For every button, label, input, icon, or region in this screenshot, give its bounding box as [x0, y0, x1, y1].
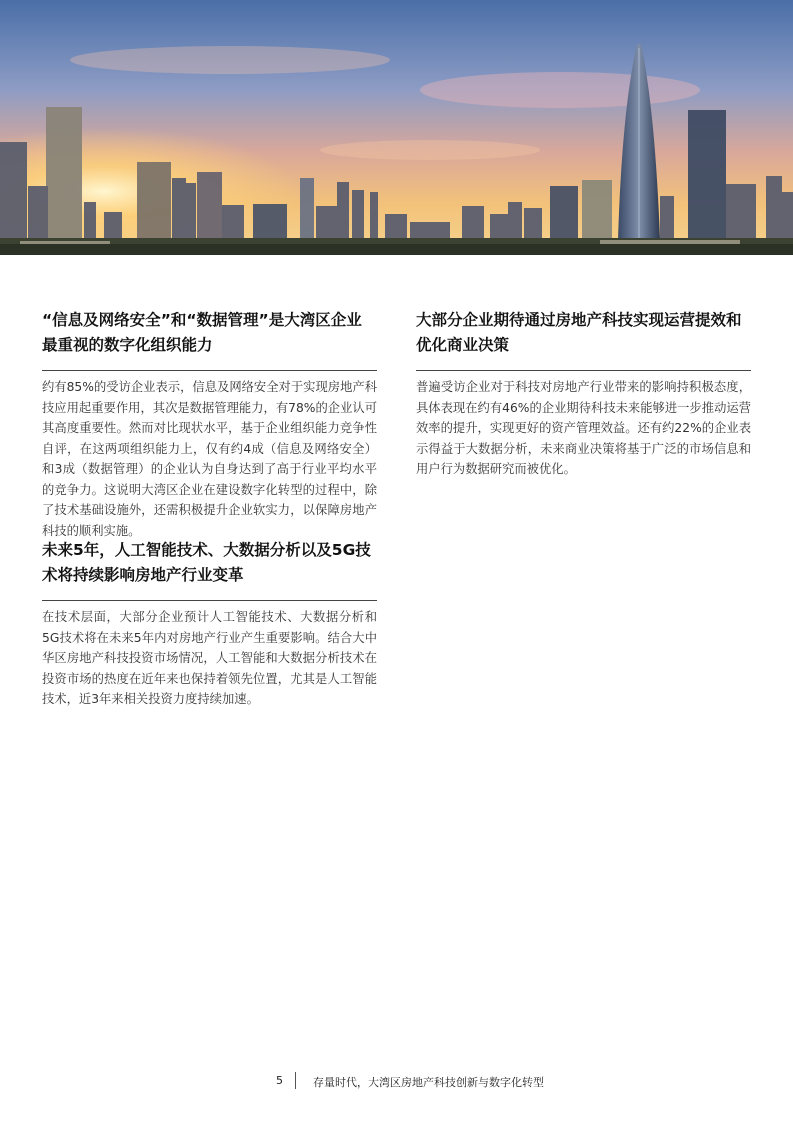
section-divider	[42, 370, 377, 371]
section-network-security-data-management	[42, 308, 377, 541]
hero-city-skyline-image	[0, 0, 793, 255]
page-number: 5	[276, 1074, 283, 1087]
page-footer	[0, 1072, 793, 1092]
section-body: 在技术层面，大部分企业预计人工智能技术、大数据分析和5G技术将在未来5年内对房地产行业产生重要影响。结合大中华区房地产科技投资市场情况，人工智能和大数据分析技术在投资市场的热度在近年来也保持着领先位置，尤其是人工智能技术，近3年来相关投资力度持续加速。	[42, 610, 377, 706]
footer-separator	[295, 1072, 296, 1089]
footer-title: 存量时代，大湾区房地产科技创新与数字化转型	[313, 1076, 544, 1089]
section-divider	[416, 370, 751, 371]
section-body: 约有85%的受访企业表示，信息及网络安全对于实现房地产科技应用起重要作用，其次是数据管理能力，有78%的企业认可其高度重要性。然而对比现状水平，基于企业组织能力竞争性自评，在这两项组织能力上，仅有约4成（信息及网络安全）和3成（数据管理）的企业认为自身达到了高于行业平均水平的竞争力。这说明大湾区企业在建设数字化转型的过程中，除了技术基础设施外，还需积极提升企业软实力，以保障房地产科技的顺利实施。	[42, 380, 377, 538]
section-heading: 大部分企业期待通过房地产科技实现运营提效和优化商业决策	[416, 311, 742, 354]
section-body: 普遍受访企业对于科技对房地产行业带来的影响持积极态度，具体表现在约有46%的企业期待科技未来能够进一步推动运营效率的提升，实现更好的资产管理效益。还有约22%的企业表示得益于大数据分析，未来商业决策将基于广泛的市场信息和用户行为数据研究而被优化。	[416, 380, 751, 476]
section-operational-efficiency	[416, 308, 751, 480]
section-heading: “信息及网络安全”和“数据管理”是大湾区企业最重视的数字化组织能力	[42, 311, 362, 354]
section-future-technologies	[42, 538, 377, 710]
section-heading: 未来5年，人工智能技术、大数据分析以及5G技术将持续影响房地产行业变革	[42, 541, 371, 584]
section-divider	[42, 600, 377, 601]
